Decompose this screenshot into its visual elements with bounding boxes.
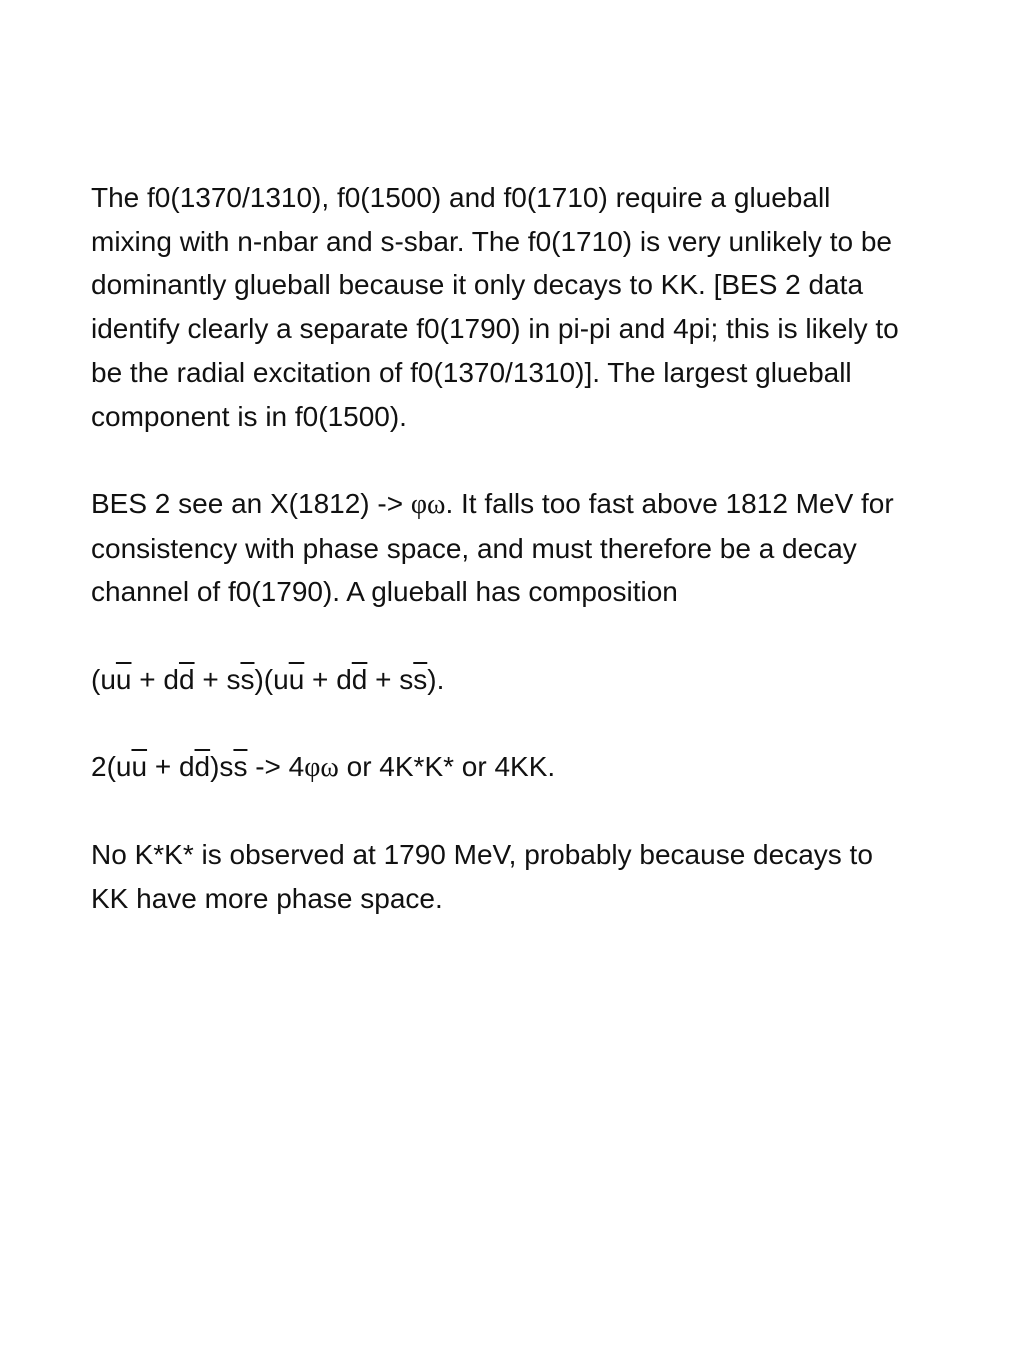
formula-part: or 4K*K* or 4KK. xyxy=(338,751,556,783)
s-bar: $\overline{s}$ xyxy=(413,663,428,695)
formula-part: + d xyxy=(304,663,352,695)
formula-part: + d xyxy=(131,663,179,695)
d-bar: $\overline{d}$ xyxy=(194,751,211,783)
formula-part: )(u xyxy=(254,663,289,695)
formula-part: )s xyxy=(210,751,234,783)
s-bar: $\overline{s}$ xyxy=(240,663,255,695)
u-bar: $\overline{u}$ xyxy=(288,663,305,695)
paragraph-bes-x1812 xyxy=(91,482,991,614)
paragraph-glueball-mixing: The f0(1370/1310), f0(1500) and f0(1710) require a glueball mixing with n-nbar and s-sbar. The f0(1710) is very unlikely to be dominantly glueball because it only decays to KK. [BES 2 data identify clearly a separate f0(1790) in pi-pi and 4pi; this is likely to be the radial excitation of f0(1370/1310)]. The largest glueball component is in f0(1500). xyxy=(91,182,899,432)
phi-omega-symbol: φω xyxy=(410,488,446,520)
paragraph-kstar-observation: No K*K* is observed at 1790 MeV, probably because decays to KK have more phase space. xyxy=(91,839,873,915)
formula-part: ). xyxy=(427,663,445,695)
d-bar: $\overline{d}$ xyxy=(178,663,195,695)
phi-omega-symbol: φω xyxy=(304,752,339,784)
glueball-composition-formula xyxy=(91,658,991,702)
document-page xyxy=(91,176,991,965)
u-bar: $\overline{u}$ xyxy=(131,751,148,783)
u-bar: $\overline{u}$ xyxy=(115,663,132,695)
d-bar: $\overline{d}$ xyxy=(351,663,368,695)
decay-formula xyxy=(91,745,991,790)
formula-part: 2(u xyxy=(91,751,132,783)
formula-part: + s xyxy=(367,663,414,695)
formula-part: + d xyxy=(147,751,195,783)
paragraph-bes-text-start: BES 2 see an X(1812) -> xyxy=(91,487,411,519)
formula-part: + s xyxy=(194,663,241,695)
paragraph-bes-text-end: . It falls too fast above 1812 MeV for consistency with phase space, and must therefore be a decay channel of f0(1790). A glueball has composition xyxy=(91,487,894,608)
formula-part: -> 4 xyxy=(247,751,305,783)
s-bar: $\overline{s}$ xyxy=(233,751,248,783)
formula-part: (u xyxy=(91,663,116,695)
